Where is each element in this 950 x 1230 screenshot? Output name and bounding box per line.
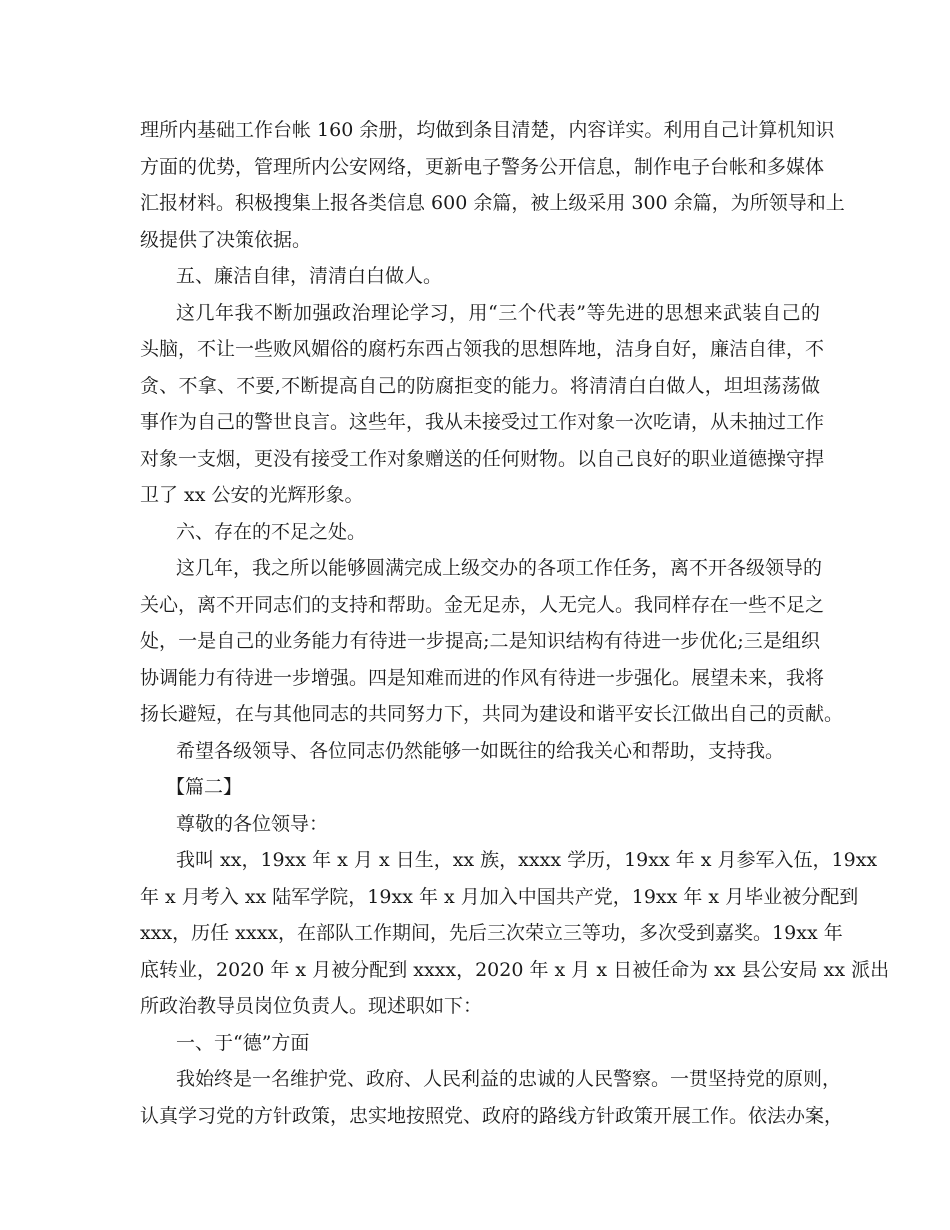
paragraph-line: 级提供了决策依据。 <box>140 228 312 251</box>
paragraph-line: 方面的优势，管理所内公安网络，更新电子警务公开信息，制作电子台帐和多媒体 <box>140 155 825 178</box>
paragraph-line: 理所内基础工作台帐 160 余册，均做到条目清楚，内容详实。利用自己计算机知识 <box>140 119 835 141</box>
paragraph-line: 协调能力有待进一步增强。四是知难而进的作风有待进一步强化。展望未来，我将 <box>140 666 825 689</box>
paragraph-line: 希望各级领导、各位同志仍然能够一如既往的给我关心和帮助，支持我。 <box>176 739 785 762</box>
paragraph-line: 对象一支烟，更没有接受工作对象赠送的任何财物。以自己良好的职业道德操守捍 <box>140 447 825 470</box>
paragraph-line: 我始终是一名维护党、政府、人民利益的忠诚的人民警察。一贯坚持党的原则， <box>176 1068 842 1090</box>
paragraph-line: 这几年我不断加强政治理论学习，用“三个代表”等先进的思想来武装自己的 <box>176 301 820 324</box>
paragraph-line: 处，一是自己的业务能力有待进一步提高;二是知识结构有待进一步优化;三是组织 <box>140 630 820 652</box>
paragraph-line: 汇报材料。积极搜集上报各类信息 600 余篇，被上级采用 300 余篇，为所领导和上 <box>140 192 845 214</box>
section-heading: 六、存在的不足之处。 <box>176 520 367 543</box>
paragraph-line: 底转业，2020 年 x 月被分配到 xxxx，2020 年 x 月 x 日被任命为 xx 县公安局 xx 派出 <box>140 958 890 981</box>
part-heading: 【篇二】 <box>166 776 243 798</box>
paragraph-line: 扬长避短，在与其他同志的共同努力下，共同为建设和谐平安长江做出自己的贡献。 <box>140 703 844 725</box>
paragraph-line: 贪、不拿、不要,不断提高自己的防腐拒变的能力。将清清白白做人，坦坦荡荡做 <box>140 374 820 397</box>
document-body <box>140 112 890 1134</box>
salutation: 尊敬的各位领导： <box>176 812 329 835</box>
paragraph-line: 卫了 xx 公安的光辉形象。 <box>140 484 364 506</box>
paragraph-line: 关心，离不开同志们的支持和帮助。金无足赤，人无完人。我同样存在一些不足之 <box>140 593 825 616</box>
paragraph-line: 这几年，我之所以能够圆满完成上级交办的各项工作任务，离不开各级领导的 <box>176 557 823 579</box>
paragraph-line: 所政治教导员岗位负责人。现述职如下： <box>140 995 483 1017</box>
paragraph-line: 年 x 月考入 xx 陆军学院，19xx 年 x 月加入中国共产党，19xx 年 x 月毕业被分配到 <box>140 885 859 908</box>
paragraph-line: xxx，历任 xxxx，在部队工作期间，先后三次荣立三等功，多次受到嘉奖。19xx 年 <box>140 922 843 944</box>
section-heading: 五、廉洁自律，清清白白做人。 <box>176 265 443 287</box>
paragraph-line: 头脑，不让一些败风媚俗的腐朽东西占领我的思想阵地，洁身自好，廉洁自律，不 <box>140 338 825 360</box>
section-heading: 一、于“德”方面 <box>176 1031 310 1054</box>
paragraph-line: 认真学习党的方针政策，忠实地按照党、政府的路线方针政策开展工作。依法办案， <box>140 1104 844 1127</box>
paragraph-line: 我叫 xx，19xx 年 x 月 x 日生，xx 族，xxxx 学历，19xx 年 x 月参军入伍，19xx <box>176 849 878 871</box>
paragraph-line: 事作为自己的警世良言。这些年，我从未接受过工作对象一次吃请，从未抽过工作 <box>140 411 825 433</box>
